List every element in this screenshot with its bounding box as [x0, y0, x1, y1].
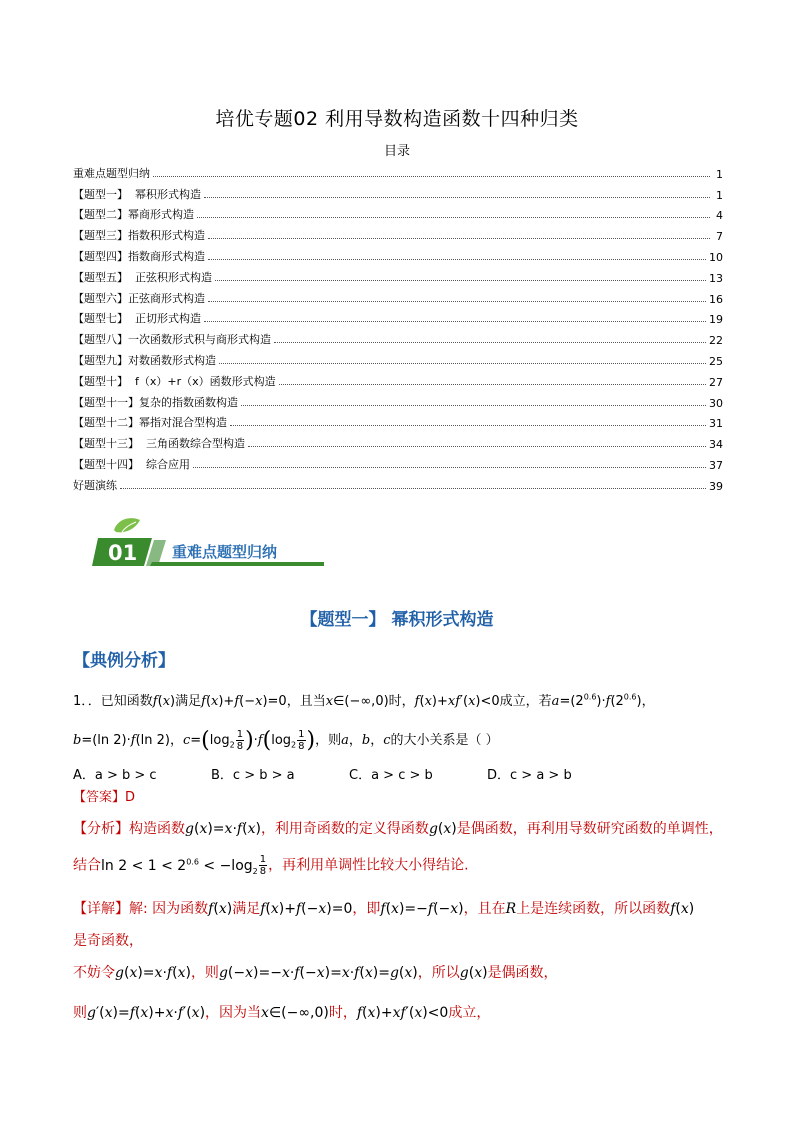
analysis-line-2: 结合$\ln 2 < 1 < 2^{0.6} < -\log_2$ $\frac{1}{8}$ ，再利用单调性比较大小得结论.	[73, 854, 469, 877]
detail-line-1: 【详解】解: 因为函数f(x)满足f(x)+f(−x)=0，即f(x)=−f(−x)，且在R上是连续函数，所以函数f(x)	[73, 901, 695, 917]
toc-entry-label: 【题型九】对数函数形式构造	[73, 353, 216, 367]
toc-entry[interactable]	[73, 326, 723, 347]
question-line-2: b=(ln 2)·f(ln 2)，$c=(\log_2$ $\frac{1}{8}$ )$\cdot f(\log_2$ $\frac{1}{8}$ )，则a，b，c的大小关系是（ ）	[73, 728, 499, 753]
toc-entry-page: 22	[709, 334, 723, 348]
toc-leader-dots	[204, 321, 706, 322]
banner-label: 重难点题型归纳	[172, 543, 278, 561]
toc-entry-label: 【题型十一】复杂的指数函数构造	[73, 395, 238, 409]
toc-entry-label: 【题型二】幂商形式构造	[73, 208, 194, 222]
toc-entry[interactable]	[73, 389, 723, 410]
toc-entry-page: 13	[709, 271, 723, 285]
table-of-contents	[73, 160, 723, 493]
toc-entry-page: 1	[716, 167, 723, 181]
toc-leader-dots	[197, 217, 710, 218]
toc-leader-dots	[208, 238, 710, 239]
toc-entry[interactable]	[73, 410, 723, 431]
toc-leader-dots	[204, 197, 710, 198]
toc-entry-page: 27	[709, 375, 723, 389]
toc-entry-page: 30	[709, 396, 723, 410]
toc-leader-dots	[241, 405, 706, 406]
option-d: D．c > a > b	[487, 768, 572, 783]
toc-leader-dots	[248, 446, 706, 447]
toc-leader-dots	[208, 301, 706, 302]
option-b: B．c > b > a	[211, 768, 295, 783]
toc-entry[interactable]	[73, 243, 723, 264]
toc-entry-page: 19	[709, 313, 723, 327]
leaf-icon	[114, 518, 140, 532]
toc-entry-label: 【题型四】指数商形式构造	[73, 249, 205, 263]
toc-entry[interactable]	[73, 202, 723, 223]
toc-entry[interactable]	[73, 285, 723, 306]
toc-entry-page: 34	[709, 438, 723, 452]
toc-entry[interactable]	[73, 264, 723, 285]
option-a: A．a > b > c	[73, 768, 157, 783]
toc-leader-dots	[193, 467, 706, 468]
toc-entry-page: 31	[709, 417, 723, 431]
question-line-1: 1．．已知函数f(x)满足f(x)+f(−x)=0，且当x∈(−∞,0)时，f(x)+xf′(x)<0成立，若$a=(2^{0.6})\cdot f(2^{0.6})$，	[73, 692, 655, 709]
detail-line-3: 不妨令g(x)=x·f(x)，则g(−x)=−x·f(−x)=x·f(x)=g(x)，所以g(x)是偶函数，	[73, 965, 558, 981]
section-banner	[92, 518, 332, 568]
toc-entry-page: 7	[716, 230, 723, 244]
toc-entry[interactable]	[73, 181, 723, 202]
toc-entry[interactable]	[73, 222, 723, 243]
toc-entry-page: 1	[716, 188, 723, 202]
answer-line: 【答案】D	[73, 790, 136, 805]
banner-number: 01	[108, 541, 138, 565]
toc-entry-label: 好题演练	[73, 478, 117, 492]
toc-entry[interactable]	[73, 347, 723, 368]
toc-leader-dots	[215, 280, 706, 281]
toc-entry-page: 16	[709, 292, 723, 306]
toc-entry-label: 【题型十四】 综合应用	[73, 457, 190, 471]
toc-entry-page: 39	[709, 479, 723, 493]
toc-entry-label: 【题型十】 f（x）+r（x）函数形式构造	[73, 374, 276, 388]
toc-entry-page: 10	[709, 250, 723, 264]
toc-entry-page: 25	[709, 354, 723, 368]
toc-entry[interactable]	[73, 451, 723, 472]
section-title: 【题型一】 幂积形式构造	[300, 610, 494, 630]
toc-entry-label: 【题型十二】幂指对混合型构造	[73, 416, 227, 430]
toc-leader-dots	[274, 342, 706, 343]
toc-leader-dots	[208, 259, 706, 260]
toc-entry-page: 37	[709, 458, 723, 472]
toc-entry-label: 【题型一】 幂积形式构造	[73, 187, 201, 201]
toc-entry[interactable]	[73, 472, 723, 493]
toc-entry-page: 4	[716, 209, 723, 223]
detail-line-2: 是奇函数，	[73, 933, 143, 949]
toc-entry[interactable]	[73, 160, 723, 181]
option-c: C．a > c > b	[349, 768, 433, 783]
toc-entry-label: 【题型六】正弦商形式构造	[73, 291, 205, 305]
toc-entry-label: 【题型十三】 三角函数综合型构造	[73, 437, 245, 451]
toc-heading: 目录	[383, 144, 410, 159]
detail-line-4: 则g′(x)=f(x)+x·f′(x)，因为当x∈(−∞,0)时，f(x)+xf′(x)<0成立，	[73, 1005, 491, 1021]
toc-leader-dots	[279, 384, 706, 385]
toc-entry[interactable]	[73, 430, 723, 451]
toc-entry-label: 【题型七】 正切形式构造	[73, 312, 201, 326]
toc-entry-label: 【题型五】 正弦积形式构造	[73, 270, 212, 284]
toc-leader-dots	[219, 363, 706, 364]
toc-entry[interactable]	[73, 368, 723, 389]
analysis-line-1: 【分析】构造函数g(x)=x·f(x)，利用奇函数的定义得函数g(x)是偶函数，再利用导数研究函数的单调性，	[73, 821, 723, 837]
subsection-title: 【典例分析】	[73, 651, 175, 671]
toc-leader-dots	[153, 176, 710, 177]
toc-leader-dots	[120, 488, 706, 489]
question-options	[73, 764, 713, 783]
toc-entry-label: 【题型八】一次函数形式积与商形式构造	[73, 333, 271, 347]
toc-entry-label: 【题型三】指数积形式构造	[73, 229, 205, 243]
toc-leader-dots	[230, 425, 706, 426]
document-title: 培优专题02 利用导数构造函数十四种归类	[215, 108, 579, 130]
toc-entry[interactable]	[73, 306, 723, 327]
toc-entry-label: 重难点题型归纳	[73, 166, 150, 180]
